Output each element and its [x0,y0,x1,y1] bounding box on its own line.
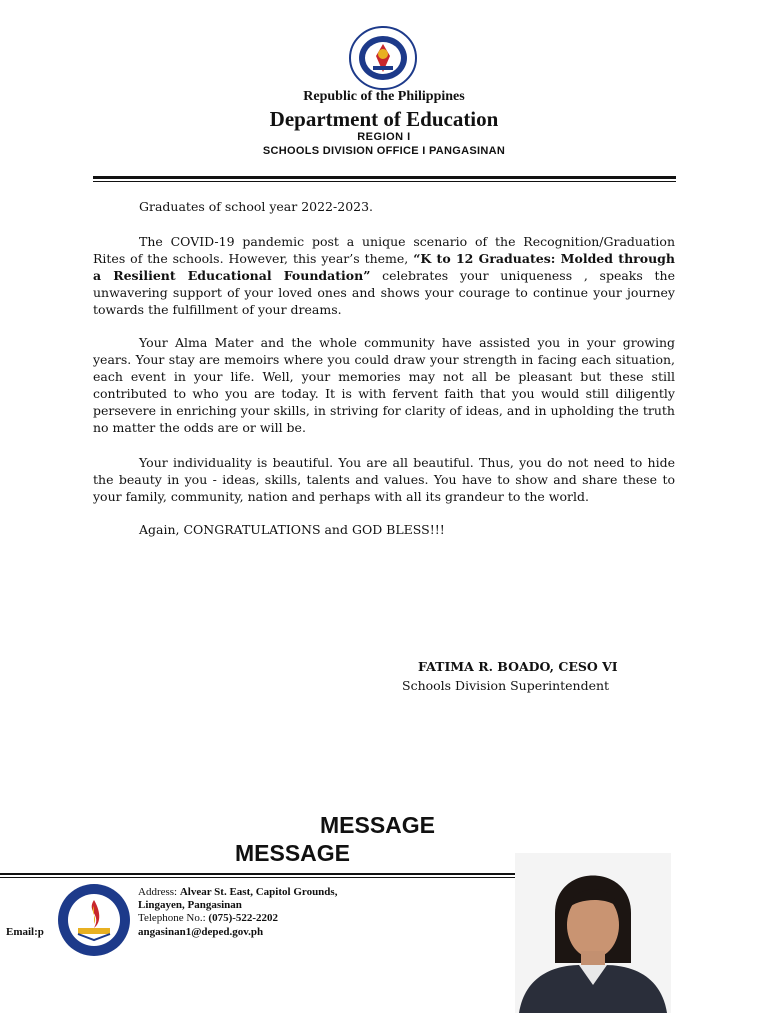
paragraph-alma-mater-text: Your Alma Mater and the whole community have assisted you in your growing years. Your stay are memoirs where you could draw your strength in facing each situation, each event in your life. Well, your memories may not all be pleasant but these still contributed to who you are today. It is with fervent faith that you would still diligently persevere in enriching your skills, in striving for clarity of ideas, and in upholding the truth no matter the odds are or will be. [93,335,675,435]
footer-address [138,886,378,911]
footer-telephone [138,912,278,925]
signatory-name: FATIMA R. BOADO, CESO VI [418,659,618,674]
paragraph-covid-text-end: celebrates your uniqueness , speaks the unwavering support of your loved ones and shows your courage to continue your journey towards the fulfillment of your dreams. [93,268,676,317]
paragraph-covid [93,233,675,318]
email-link[interactable]: angasinan1@deped.gov.ph [138,926,264,938]
paragraph-covid-text: The COVID-19 pandemic post a unique scenario of the Recognition/Graduation Rites of the schools. However, this year’s theme, [93,234,675,266]
paragraph-individuality-text: Your individuality is beautiful. You are all beautiful. Thus, you do not need to hide the beauty in you - ideas, skills, talents and values. You have to show and share these to your family, community, nation and perhaps with all its grandeur to the world. [93,455,675,504]
paragraph-congratulations-text: Again, CONGRATULATIONS and GOD BLESS!!! [139,522,445,537]
superintendent-photo [515,853,671,1013]
address-label: Address: [138,886,180,898]
department-title: Department of Education [269,107,499,131]
footer-divider [0,873,520,875]
header-divider [93,176,676,179]
division-label: SCHOOLS DIVISION OFFICE I PANGASINAN [262,145,506,157]
deped-seal-logo [348,26,418,90]
paragraph-alma-mater [93,334,675,436]
paragraph-individuality [93,454,675,505]
footer-divider-thin [0,877,520,878]
email-label: Email:p [6,926,44,938]
theme-text: “K to 12 Graduates: Molded through a Resilient Educational Foundation” [93,251,676,283]
telephone-value: (075)-522-2202 [208,912,279,924]
paragraph-graduates [93,198,675,215]
signatory-title: Schools Division Superintendent [402,678,610,693]
message-heading: MESSAGE [320,812,436,838]
address-value: Alvear St. East, Capitol Grounds, Lingayen, Pangasinan [138,886,338,911]
telephone-label: Telephone No.: [138,912,209,924]
region-label: REGION I [357,131,411,143]
message-heading-duplicate: MESSAGE [235,840,351,866]
paragraph-graduates-text: Graduates of school year 2022-2023. [139,199,374,214]
sdo-seal-logo [56,882,132,958]
paragraph-congratulations [93,521,675,538]
republic-heading: Republic of the Philippines [303,89,465,104]
header-divider-thin [93,181,676,182]
